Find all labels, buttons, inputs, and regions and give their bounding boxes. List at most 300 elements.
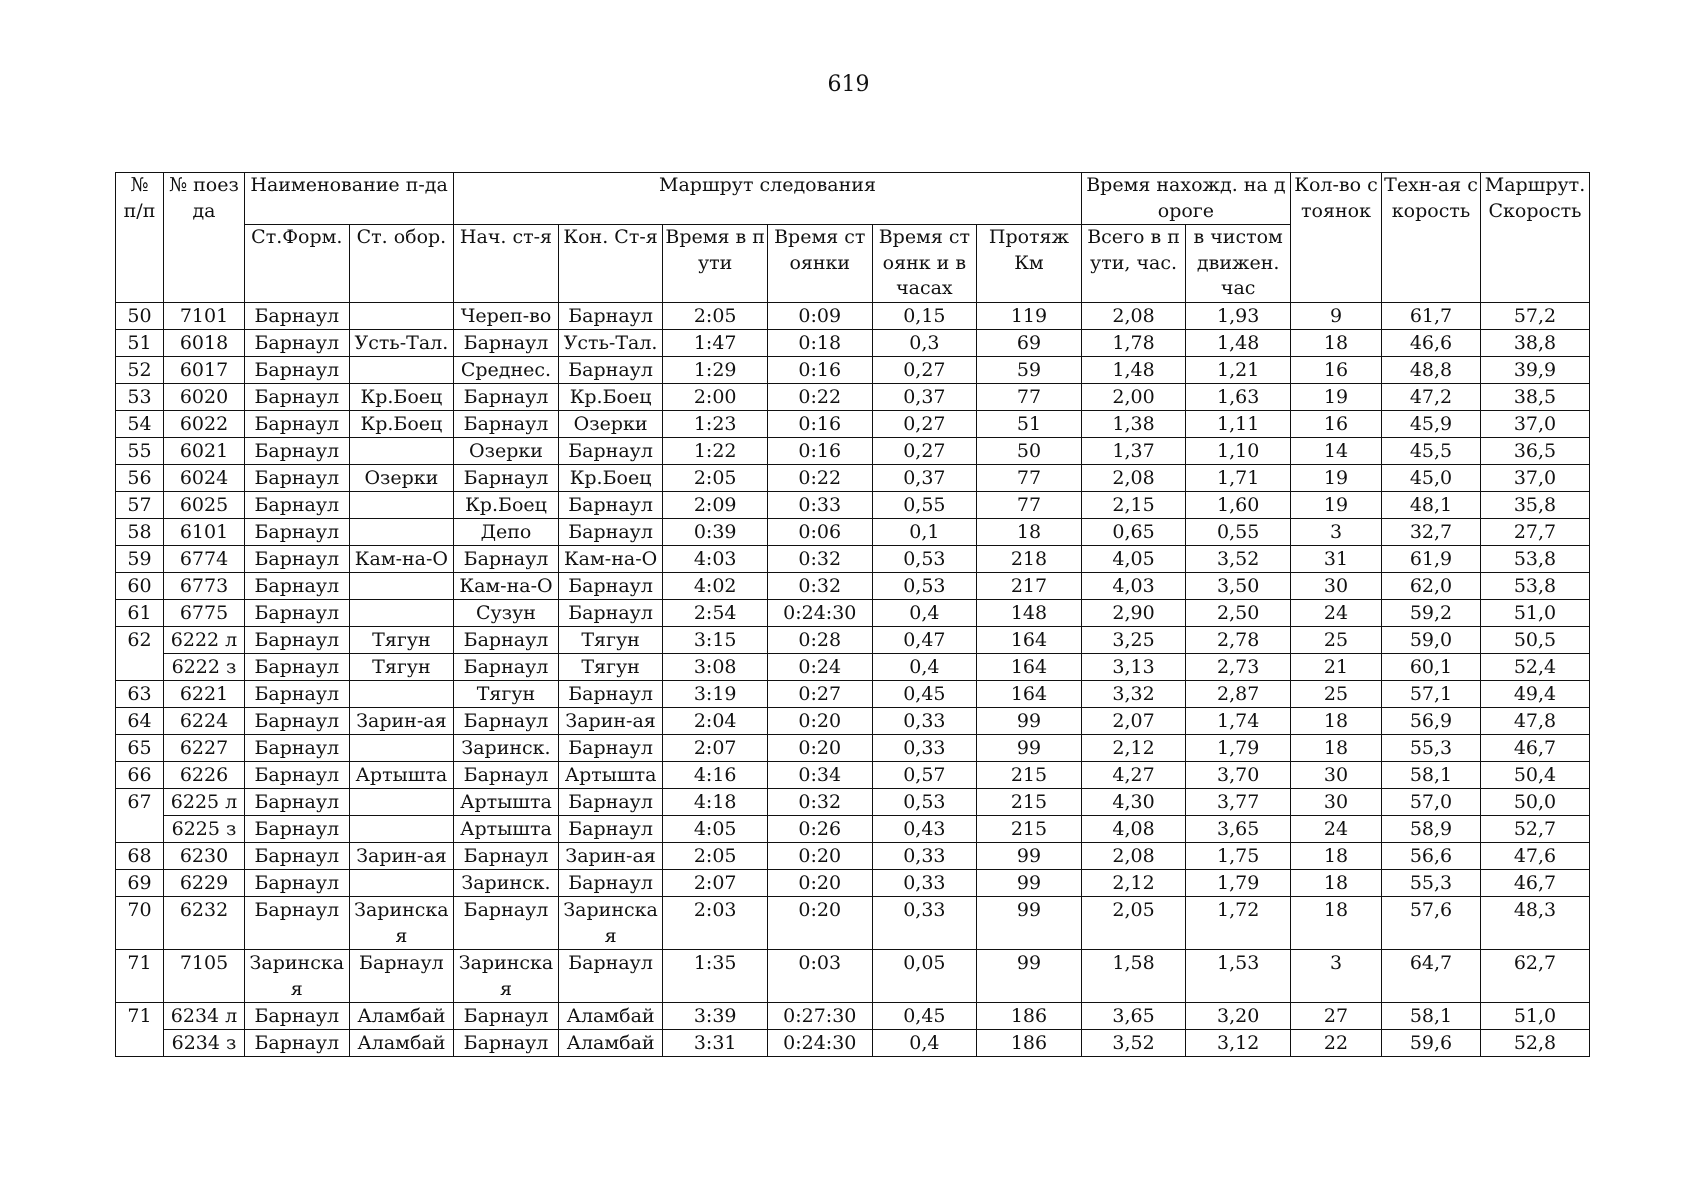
cell-stop-time: 0:22 xyxy=(767,383,872,410)
cell-start-station: Сузун xyxy=(454,599,559,626)
cell-pos: 57 xyxy=(116,491,164,518)
cell-stops-count: 16 xyxy=(1291,356,1382,383)
cell-train: 6234 л xyxy=(164,1002,245,1029)
cell-stop-hours: 0,27 xyxy=(872,437,977,464)
header-tech-speed: Техн-ая скорость xyxy=(1382,173,1481,303)
cell-distance: 69 xyxy=(977,329,1082,356)
cell-stop-time: 0:32 xyxy=(767,788,872,815)
cell-start-station: Барнаул xyxy=(454,329,559,356)
cell-stops-count: 18 xyxy=(1291,869,1382,896)
cell-clean-hours: 1,60 xyxy=(1186,491,1291,518)
schedule-table-container xyxy=(115,172,1590,1057)
cell-train: 6022 xyxy=(164,410,245,437)
cell-stops-count: 19 xyxy=(1291,464,1382,491)
cell-travel-time: 2:03 xyxy=(663,896,768,949)
cell-tech-speed: 58,9 xyxy=(1382,815,1481,842)
table-row xyxy=(116,788,1590,815)
cell-total-hours: 3,25 xyxy=(1081,626,1186,653)
table-row xyxy=(116,1029,1590,1056)
cell-pos: 66 xyxy=(116,761,164,788)
cell-distance: 119 xyxy=(977,302,1082,329)
cell-stop-time: 0:16 xyxy=(767,437,872,464)
cell-clean-hours: 1,48 xyxy=(1186,329,1291,356)
cell-stop-time: 0:16 xyxy=(767,356,872,383)
cell-stops-count: 24 xyxy=(1291,815,1382,842)
cell-total-hours: 3,52 xyxy=(1081,1029,1186,1056)
cell-start-station: Артышта xyxy=(454,788,559,815)
cell-tech-speed: 57,1 xyxy=(1382,680,1481,707)
cell-stop-hours: 0,53 xyxy=(872,788,977,815)
cell-route-speed: 46,7 xyxy=(1481,734,1590,761)
table-row xyxy=(116,491,1590,518)
cell-st-obor: Тягун xyxy=(349,653,454,680)
cell-end-station: Тягун xyxy=(558,653,663,680)
cell-stop-time: 0:28 xyxy=(767,626,872,653)
table-row xyxy=(116,572,1590,599)
cell-start-station: Барнаул xyxy=(454,464,559,491)
table-row xyxy=(116,734,1590,761)
cell-route-speed: 47,8 xyxy=(1481,707,1590,734)
header-st-form: Ст.Форм. xyxy=(245,225,350,303)
cell-pos: 70 xyxy=(116,896,164,949)
cell-st-obor xyxy=(349,734,454,761)
cell-distance: 77 xyxy=(977,383,1082,410)
cell-stop-time: 0:26 xyxy=(767,815,872,842)
cell-start-station: Кам-на-О xyxy=(454,572,559,599)
table-body xyxy=(116,302,1590,1056)
cell-clean-hours: 3,12 xyxy=(1186,1029,1291,1056)
cell-st-obor: Заринская xyxy=(349,896,454,949)
cell-stops-count: 22 xyxy=(1291,1029,1382,1056)
cell-end-station: Усть-Тал. xyxy=(558,329,663,356)
cell-st-form: Барнаул xyxy=(245,842,350,869)
table-row xyxy=(116,464,1590,491)
cell-st-form: Барнаул xyxy=(245,356,350,383)
cell-stop-hours: 0,27 xyxy=(872,410,977,437)
cell-route-speed: 50,0 xyxy=(1481,788,1590,815)
cell-tech-speed: 61,9 xyxy=(1382,545,1481,572)
cell-route-speed: 49,4 xyxy=(1481,680,1590,707)
header-train: № поезда xyxy=(164,173,245,303)
cell-start-station: Череп-во xyxy=(454,302,559,329)
cell-stop-hours: 0,33 xyxy=(872,869,977,896)
cell-tech-speed: 55,3 xyxy=(1382,734,1481,761)
cell-train: 6025 xyxy=(164,491,245,518)
cell-st-form: Заринская xyxy=(245,949,350,1002)
cell-end-station: Барнаул xyxy=(558,302,663,329)
cell-clean-hours: 1,10 xyxy=(1186,437,1291,464)
cell-tech-speed: 46,6 xyxy=(1382,329,1481,356)
cell-tech-speed: 56,9 xyxy=(1382,707,1481,734)
cell-stops-count: 18 xyxy=(1291,329,1382,356)
cell-tech-speed: 48,1 xyxy=(1382,491,1481,518)
cell-stop-hours: 0,37 xyxy=(872,464,977,491)
table-header xyxy=(116,173,1590,303)
table-row xyxy=(116,949,1590,1002)
cell-route-speed: 52,4 xyxy=(1481,653,1590,680)
cell-st-obor: Кр.Боец xyxy=(349,383,454,410)
cell-end-station: Барнаул xyxy=(558,949,663,1002)
cell-travel-time: 2:07 xyxy=(663,734,768,761)
cell-travel-time: 1:23 xyxy=(663,410,768,437)
cell-st-form: Барнаул xyxy=(245,707,350,734)
cell-pos: 52 xyxy=(116,356,164,383)
cell-distance: 186 xyxy=(977,1029,1082,1056)
cell-stops-count: 14 xyxy=(1291,437,1382,464)
header-end-station: Кон. Ст-я xyxy=(558,225,663,303)
cell-pos: 68 xyxy=(116,842,164,869)
cell-start-station: Депо xyxy=(454,518,559,545)
cell-distance: 99 xyxy=(977,949,1082,1002)
header-name-group: Наименование п-да xyxy=(245,173,454,225)
cell-st-form: Барнаул xyxy=(245,491,350,518)
cell-travel-time: 1:29 xyxy=(663,356,768,383)
cell-pos: 51 xyxy=(116,329,164,356)
cell-stops-count: 25 xyxy=(1291,680,1382,707)
cell-pos: 69 xyxy=(116,869,164,896)
cell-clean-hours: 1,93 xyxy=(1186,302,1291,329)
cell-stop-time: 0:06 xyxy=(767,518,872,545)
cell-stops-count: 30 xyxy=(1291,572,1382,599)
cell-start-station: Барнаул xyxy=(454,761,559,788)
cell-pos: 60 xyxy=(116,572,164,599)
cell-distance: 215 xyxy=(977,761,1082,788)
cell-distance: 99 xyxy=(977,869,1082,896)
cell-train: 6227 xyxy=(164,734,245,761)
cell-travel-time: 3:15 xyxy=(663,626,768,653)
cell-clean-hours: 1,71 xyxy=(1186,464,1291,491)
cell-stop-hours: 0,05 xyxy=(872,949,977,1002)
cell-end-station: Барнаул xyxy=(558,599,663,626)
cell-tech-speed: 58,1 xyxy=(1382,761,1481,788)
cell-stops-count: 30 xyxy=(1291,761,1382,788)
cell-start-station: Барнаул xyxy=(454,1002,559,1029)
table-row xyxy=(116,896,1590,949)
cell-st-form: Барнаул xyxy=(245,815,350,842)
cell-train: 6775 xyxy=(164,599,245,626)
cell-travel-time: 4:03 xyxy=(663,545,768,572)
cell-travel-time: 4:02 xyxy=(663,572,768,599)
cell-stops-count: 3 xyxy=(1291,949,1382,1002)
cell-train: 6021 xyxy=(164,437,245,464)
cell-stop-hours: 0,45 xyxy=(872,1002,977,1029)
table-row xyxy=(116,356,1590,383)
cell-travel-time: 2:00 xyxy=(663,383,768,410)
cell-travel-time: 1:22 xyxy=(663,437,768,464)
cell-tech-speed: 47,2 xyxy=(1382,383,1481,410)
table-row xyxy=(116,761,1590,788)
cell-st-form: Барнаул xyxy=(245,545,350,572)
cell-route-speed: 48,3 xyxy=(1481,896,1590,949)
cell-distance: 215 xyxy=(977,815,1082,842)
cell-stops-count: 21 xyxy=(1291,653,1382,680)
cell-end-station: Барнаул xyxy=(558,491,663,518)
cell-stops-count: 18 xyxy=(1291,896,1382,949)
cell-route-speed: 62,7 xyxy=(1481,949,1590,1002)
cell-st-form: Барнаул xyxy=(245,599,350,626)
cell-st-obor xyxy=(349,680,454,707)
cell-end-station: Барнаул xyxy=(558,680,663,707)
cell-st-form: Барнаул xyxy=(245,518,350,545)
cell-st-form: Барнаул xyxy=(245,680,350,707)
cell-tech-speed: 59,2 xyxy=(1382,599,1481,626)
cell-route-speed: 46,7 xyxy=(1481,869,1590,896)
cell-tech-speed: 55,3 xyxy=(1382,869,1481,896)
cell-end-station: Кам-на-О xyxy=(558,545,663,572)
cell-st-form: Барнаул xyxy=(245,896,350,949)
cell-stop-hours: 0,33 xyxy=(872,707,977,734)
cell-end-station: Заринская xyxy=(558,896,663,949)
cell-route-speed: 35,8 xyxy=(1481,491,1590,518)
cell-stops-count: 27 xyxy=(1291,1002,1382,1029)
header-total-hours: Всего в пути, час. xyxy=(1081,225,1186,303)
cell-stop-hours: 0,53 xyxy=(872,572,977,599)
cell-st-form: Барнаул xyxy=(245,464,350,491)
cell-route-speed: 50,4 xyxy=(1481,761,1590,788)
cell-clean-hours: 1,21 xyxy=(1186,356,1291,383)
cell-st-obor: Зарин-ая xyxy=(349,707,454,734)
cell-train: 6225 л xyxy=(164,788,245,815)
cell-end-station: Артышта xyxy=(558,761,663,788)
cell-route-speed: 57,2 xyxy=(1481,302,1590,329)
cell-stop-hours: 0,33 xyxy=(872,842,977,869)
cell-st-obor xyxy=(349,518,454,545)
cell-stop-time: 0:20 xyxy=(767,869,872,896)
cell-travel-time: 3:31 xyxy=(663,1029,768,1056)
cell-stop-time: 0:20 xyxy=(767,707,872,734)
cell-start-station: Озерки xyxy=(454,437,559,464)
cell-stop-time: 0:24:30 xyxy=(767,599,872,626)
cell-travel-time: 4:05 xyxy=(663,815,768,842)
cell-st-obor: Зарин-ая xyxy=(349,842,454,869)
cell-distance: 99 xyxy=(977,896,1082,949)
cell-travel-time: 4:16 xyxy=(663,761,768,788)
cell-start-station: Барнаул xyxy=(454,896,559,949)
cell-stops-count: 3 xyxy=(1291,518,1382,545)
cell-distance: 99 xyxy=(977,734,1082,761)
cell-pos: 64 xyxy=(116,707,164,734)
cell-tech-speed: 48,8 xyxy=(1382,356,1481,383)
cell-travel-time: 0:39 xyxy=(663,518,768,545)
cell-total-hours: 2,07 xyxy=(1081,707,1186,734)
cell-train: 6020 xyxy=(164,383,245,410)
table-row xyxy=(116,329,1590,356)
cell-train: 6017 xyxy=(164,356,245,383)
cell-stop-hours: 0,55 xyxy=(872,491,977,518)
cell-route-speed: 51,0 xyxy=(1481,599,1590,626)
cell-st-obor: Усть-Тал. xyxy=(349,329,454,356)
cell-st-form: Барнаул xyxy=(245,329,350,356)
cell-stop-time: 0:20 xyxy=(767,842,872,869)
cell-train: 6232 xyxy=(164,896,245,949)
cell-pos: 58 xyxy=(116,518,164,545)
cell-end-station: Аламбай xyxy=(558,1002,663,1029)
cell-train: 6225 з xyxy=(164,815,245,842)
cell-st-obor xyxy=(349,788,454,815)
cell-st-obor xyxy=(349,356,454,383)
table-row xyxy=(116,680,1590,707)
cell-end-station: Барнаул xyxy=(558,518,663,545)
cell-pos: 71 xyxy=(116,949,164,1002)
cell-stop-hours: 0,4 xyxy=(872,599,977,626)
cell-stops-count: 24 xyxy=(1291,599,1382,626)
cell-stop-time: 0:32 xyxy=(767,572,872,599)
cell-st-form: Барнаул xyxy=(245,626,350,653)
table-row xyxy=(116,599,1590,626)
cell-stops-count: 18 xyxy=(1291,707,1382,734)
cell-tech-speed: 32,7 xyxy=(1382,518,1481,545)
cell-end-station: Зарин-ая xyxy=(558,707,663,734)
cell-stop-time: 0:24 xyxy=(767,653,872,680)
cell-stop-hours: 0,37 xyxy=(872,383,977,410)
cell-st-obor: Кр.Боец xyxy=(349,410,454,437)
train-schedule-table xyxy=(115,172,1590,1057)
cell-clean-hours: 1,53 xyxy=(1186,949,1291,1002)
header-st-obor: Ст. обор. xyxy=(349,225,454,303)
cell-total-hours: 4,30 xyxy=(1081,788,1186,815)
cell-distance: 217 xyxy=(977,572,1082,599)
cell-end-station: Барнаул xyxy=(558,734,663,761)
cell-travel-time: 2:05 xyxy=(663,464,768,491)
cell-end-station: Барнаул xyxy=(558,437,663,464)
cell-stop-time: 0:16 xyxy=(767,410,872,437)
cell-train: 6226 xyxy=(164,761,245,788)
cell-route-speed: 38,8 xyxy=(1481,329,1590,356)
table-row xyxy=(116,1002,1590,1029)
cell-st-form: Барнаул xyxy=(245,1029,350,1056)
cell-st-obor: Кам-на-О xyxy=(349,545,454,572)
table-row xyxy=(116,410,1590,437)
cell-route-speed: 52,7 xyxy=(1481,815,1590,842)
cell-route-speed: 36,5 xyxy=(1481,437,1590,464)
cell-start-station: Барнаул xyxy=(454,653,559,680)
table-row xyxy=(116,869,1590,896)
cell-distance: 18 xyxy=(977,518,1082,545)
cell-clean-hours: 1,74 xyxy=(1186,707,1291,734)
cell-route-speed: 47,6 xyxy=(1481,842,1590,869)
header-start-station: Нач. ст-я xyxy=(454,225,559,303)
cell-clean-hours: 1,72 xyxy=(1186,896,1291,949)
cell-start-station: Артышта xyxy=(454,815,559,842)
cell-clean-hours: 2,73 xyxy=(1186,653,1291,680)
table-row xyxy=(116,518,1590,545)
cell-travel-time: 2:05 xyxy=(663,842,768,869)
header-stops-count: Кол-во стоянок xyxy=(1291,173,1382,303)
cell-total-hours: 4,27 xyxy=(1081,761,1186,788)
cell-tech-speed: 64,7 xyxy=(1382,949,1481,1002)
cell-total-hours: 4,08 xyxy=(1081,815,1186,842)
cell-travel-time: 2:05 xyxy=(663,302,768,329)
cell-end-station: Барнаул xyxy=(558,788,663,815)
cell-clean-hours: 1,79 xyxy=(1186,869,1291,896)
cell-pos: 61 xyxy=(116,599,164,626)
cell-stops-count: 16 xyxy=(1291,410,1382,437)
cell-train: 6774 xyxy=(164,545,245,572)
cell-total-hours: 4,05 xyxy=(1081,545,1186,572)
cell-start-station: Среднес. xyxy=(454,356,559,383)
cell-route-speed: 37,0 xyxy=(1481,410,1590,437)
cell-st-obor xyxy=(349,815,454,842)
cell-stop-time: 0:33 xyxy=(767,491,872,518)
cell-total-hours: 2,08 xyxy=(1081,464,1186,491)
cell-end-station: Барнаул xyxy=(558,572,663,599)
cell-train: 6773 xyxy=(164,572,245,599)
cell-end-station: Аламбай xyxy=(558,1029,663,1056)
cell-st-obor: Аламбай xyxy=(349,1029,454,1056)
cell-distance: 215 xyxy=(977,788,1082,815)
cell-distance: 99 xyxy=(977,842,1082,869)
cell-clean-hours: 2,87 xyxy=(1186,680,1291,707)
cell-stop-time: 0:27:30 xyxy=(767,1002,872,1029)
cell-total-hours: 1,78 xyxy=(1081,329,1186,356)
cell-stop-hours: 0,53 xyxy=(872,545,977,572)
cell-end-station: Барнаул xyxy=(558,869,663,896)
cell-end-station: Кр.Боец xyxy=(558,464,663,491)
cell-stop-hours: 0,33 xyxy=(872,734,977,761)
cell-clean-hours: 2,50 xyxy=(1186,599,1291,626)
cell-stop-time: 0:09 xyxy=(767,302,872,329)
cell-stop-time: 0:24:30 xyxy=(767,1029,872,1056)
cell-pos: 53 xyxy=(116,383,164,410)
cell-pos: 59 xyxy=(116,545,164,572)
cell-start-station: Барнаул xyxy=(454,842,559,869)
table-row xyxy=(116,815,1590,842)
cell-stops-count: 19 xyxy=(1291,383,1382,410)
cell-clean-hours: 1,79 xyxy=(1186,734,1291,761)
cell-travel-time: 2:07 xyxy=(663,869,768,896)
cell-end-station: Кр.Боец xyxy=(558,383,663,410)
header-row-top xyxy=(116,173,1590,225)
cell-route-speed: 37,0 xyxy=(1481,464,1590,491)
cell-total-hours: 2,08 xyxy=(1081,302,1186,329)
cell-travel-time: 4:18 xyxy=(663,788,768,815)
cell-total-hours: 3,13 xyxy=(1081,653,1186,680)
cell-st-obor: Тягун xyxy=(349,626,454,653)
header-stop-hours: Время стоянк и в часах xyxy=(872,225,977,303)
cell-tech-speed: 45,9 xyxy=(1382,410,1481,437)
cell-start-station: Тягун xyxy=(454,680,559,707)
cell-stop-time: 0:27 xyxy=(767,680,872,707)
cell-train: 6221 xyxy=(164,680,245,707)
cell-travel-time: 1:47 xyxy=(663,329,768,356)
cell-route-speed: 27,7 xyxy=(1481,518,1590,545)
cell-total-hours: 1,38 xyxy=(1081,410,1186,437)
cell-stop-time: 0:20 xyxy=(767,734,872,761)
header-travel-time: Время в пути xyxy=(663,225,768,303)
header-pos: № п/п xyxy=(116,173,164,303)
cell-end-station: Тягун xyxy=(558,626,663,653)
header-route-speed: Маршрут. Скорость xyxy=(1481,173,1590,303)
cell-clean-hours: 1,11 xyxy=(1186,410,1291,437)
cell-stop-time: 0:18 xyxy=(767,329,872,356)
cell-route-speed: 51,0 xyxy=(1481,1002,1590,1029)
cell-start-station: Барнаул xyxy=(454,626,559,653)
table-row xyxy=(116,653,1590,680)
cell-train: 6230 xyxy=(164,842,245,869)
cell-stop-hours: 0,3 xyxy=(872,329,977,356)
cell-stops-count: 19 xyxy=(1291,491,1382,518)
cell-distance: 218 xyxy=(977,545,1082,572)
cell-stop-hours: 0,57 xyxy=(872,761,977,788)
cell-st-obor xyxy=(349,437,454,464)
cell-st-form: Барнаул xyxy=(245,653,350,680)
cell-st-obor: Аламбай xyxy=(349,1002,454,1029)
cell-route-speed: 39,9 xyxy=(1481,356,1590,383)
header-clean-hours: в чистом движен. час xyxy=(1186,225,1291,303)
cell-distance: 77 xyxy=(977,464,1082,491)
cell-st-form: Барнаул xyxy=(245,383,350,410)
cell-route-speed: 50,5 xyxy=(1481,626,1590,653)
